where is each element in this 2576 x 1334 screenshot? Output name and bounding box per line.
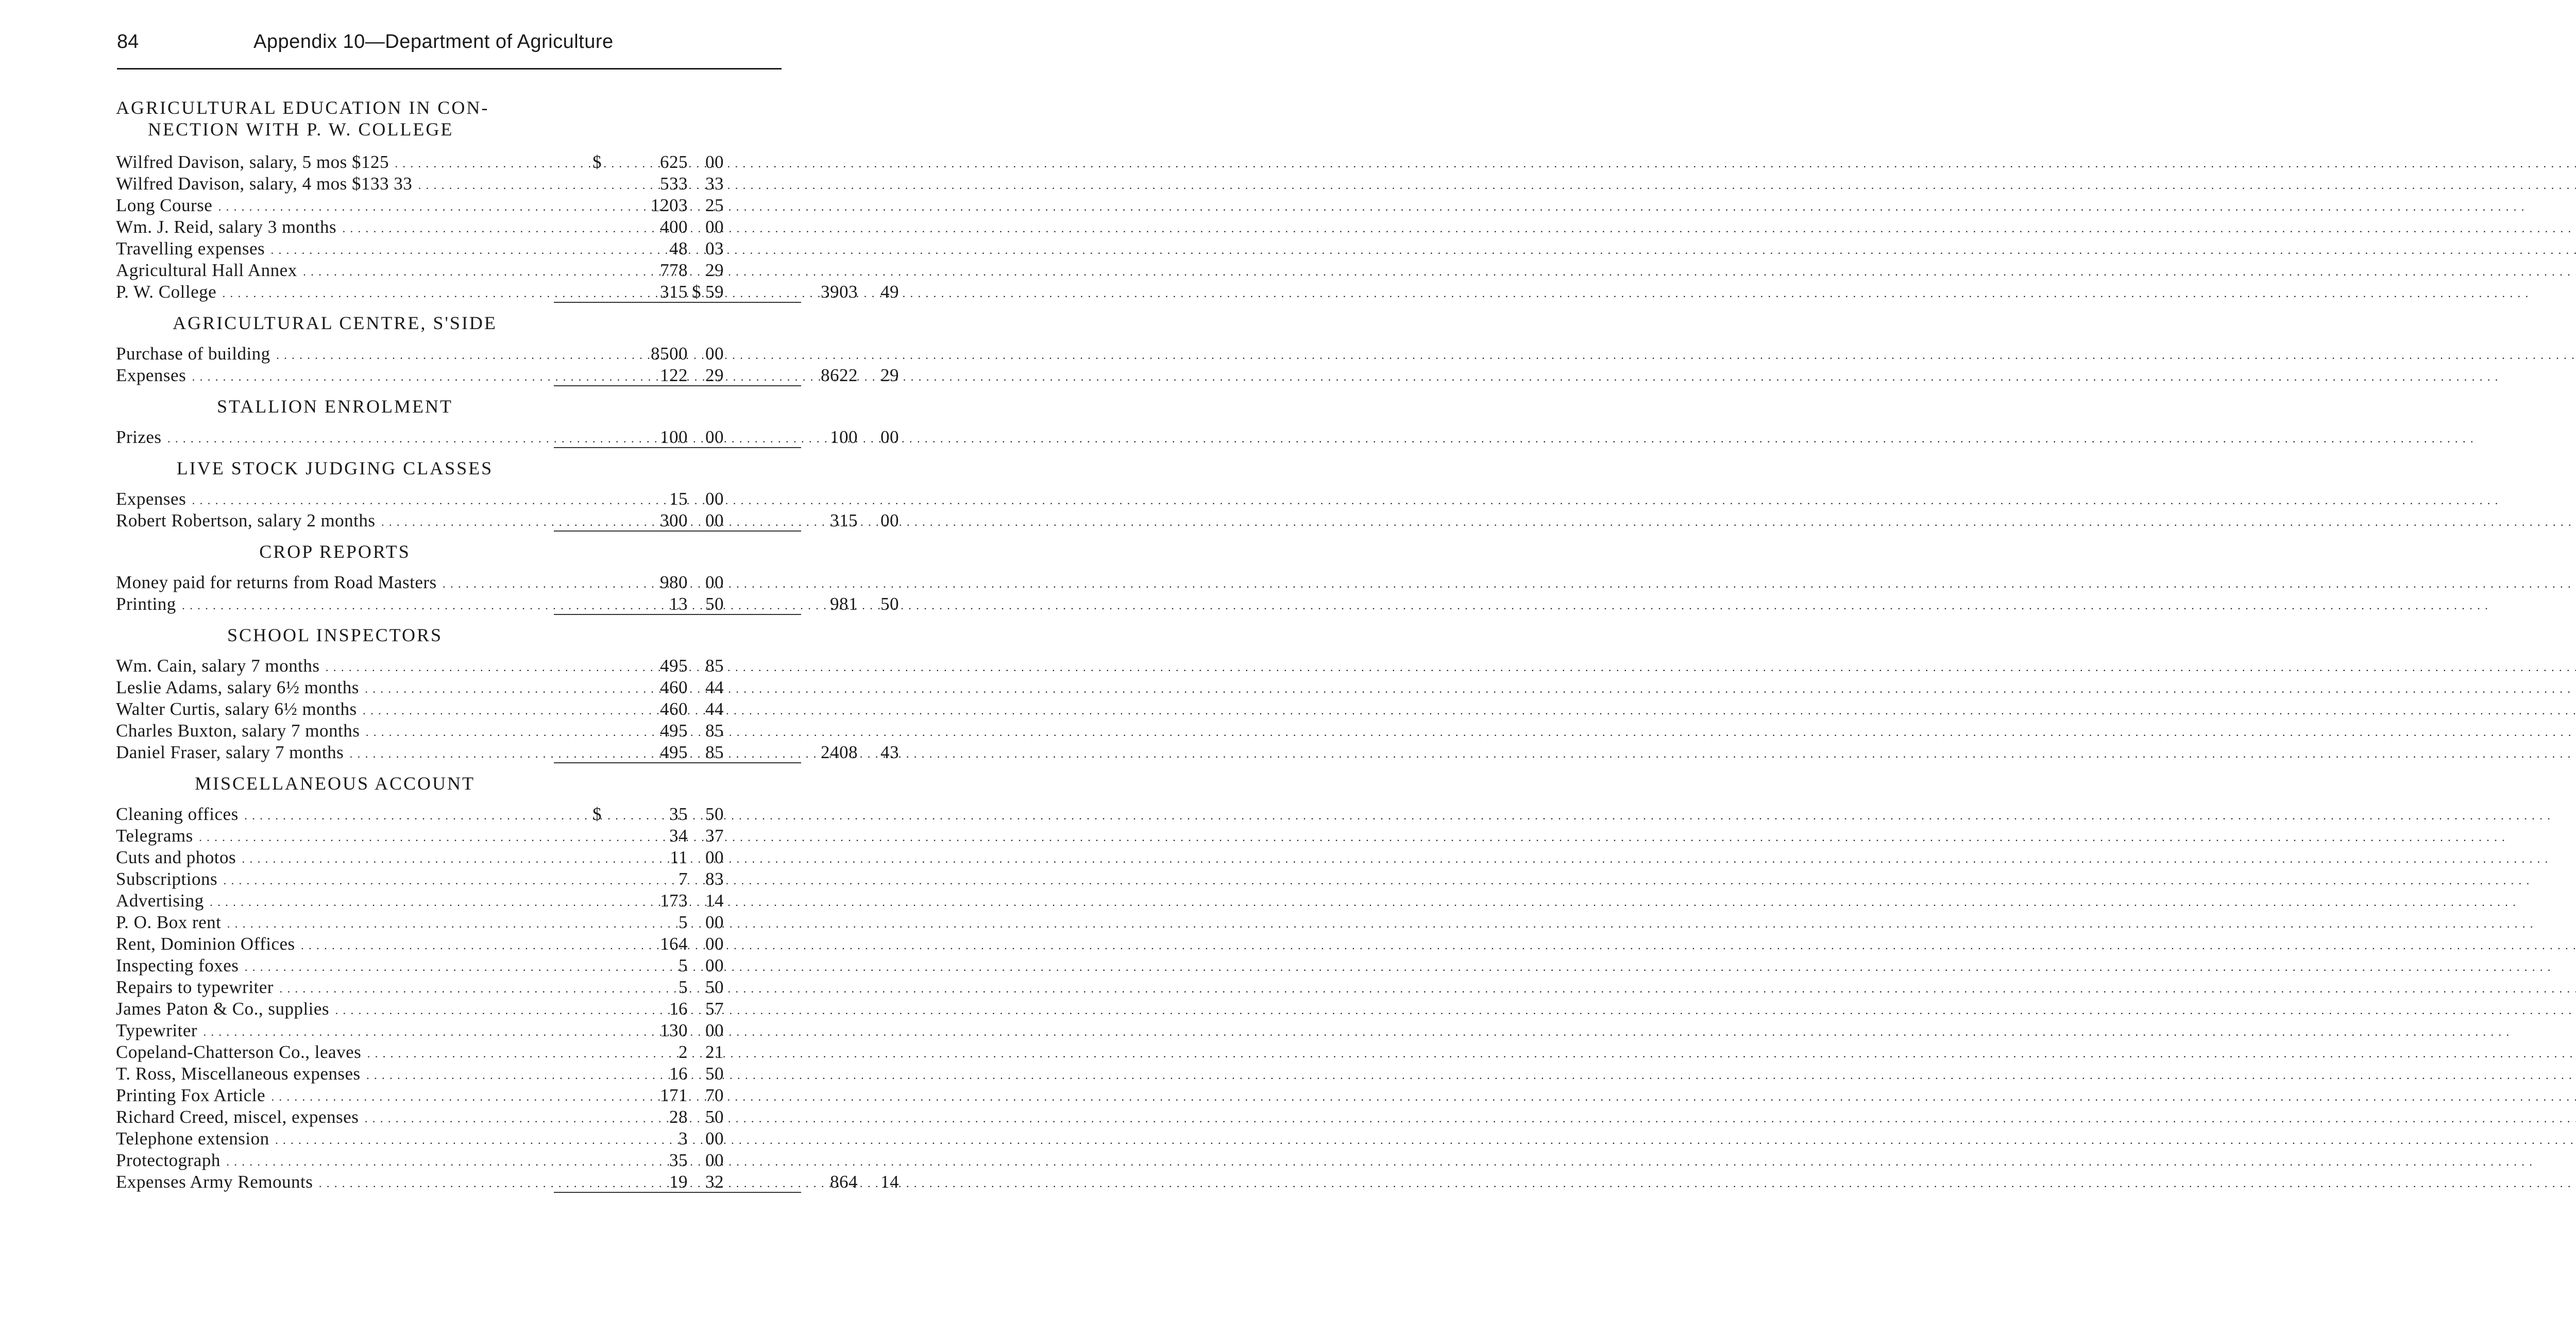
item-cents: 57 [705, 999, 724, 1019]
row-label-text: Wm. J. Reid, salary 3 months [116, 217, 338, 237]
section-school-inspectors [116, 624, 899, 763]
item-cents: 85 [705, 656, 724, 676]
row-label-text: Robert Robertson, salary 2 months [116, 510, 378, 531]
ledger-row-with-total [116, 593, 899, 615]
ledger-row-with-total [116, 742, 899, 763]
page-number: 84 [117, 31, 139, 53]
item-cents: 59 [705, 282, 724, 302]
section-total [714, 510, 899, 532]
item-cents: 00 [705, 1128, 724, 1149]
row-label-text: Telegrams [116, 826, 195, 846]
row-label-text: Telephone extension [116, 1128, 272, 1149]
total-dollars: 3903 [821, 282, 858, 302]
row-label-text: Travelling expenses [116, 238, 267, 259]
total-dollars: 8622 [821, 365, 858, 385]
section-title: CROP REPORTS [259, 541, 411, 562]
ledger-rows [116, 426, 899, 448]
ledger-rows [116, 655, 899, 763]
item-dollars: 460 [660, 677, 688, 697]
page-header [117, 31, 782, 62]
ledger-row [116, 572, 786, 593]
row-label-text: Typewriter [116, 1020, 199, 1040]
item-cents: 83 [705, 869, 724, 889]
item-cents: 29 [705, 260, 724, 280]
item-dollars: 164 [660, 934, 688, 954]
row-label-text: Printing Fox Article [116, 1085, 267, 1105]
item-amount [621, 593, 724, 615]
row-label [116, 1150, 554, 1173]
item-amount [621, 955, 724, 977]
item-cents: 50 [705, 804, 724, 824]
item-dollars: 100 [660, 427, 688, 447]
item-dollars: 19 [669, 1172, 688, 1192]
ledger-row [116, 238, 786, 260]
item-dollars: 495 [660, 721, 688, 741]
item-amount [621, 510, 724, 532]
row-label [116, 1020, 554, 1043]
item-amount [621, 825, 724, 847]
item-dollars: 13 [669, 594, 688, 614]
row-label [116, 365, 554, 388]
ledger-row-with-total [116, 365, 899, 386]
row-label [116, 488, 554, 511]
item-amount [621, 977, 724, 998]
ledger-row [116, 173, 786, 195]
item-cents: 33 [705, 174, 724, 194]
row-label [116, 1041, 554, 1065]
item-dollars: 533 [660, 174, 688, 194]
running-title: Appendix 10—Department of Agriculture [253, 31, 614, 53]
ledger-row [116, 868, 786, 890]
ledger-row [116, 195, 786, 216]
row-label-text: James Paton & Co., supplies [116, 999, 331, 1019]
row-label-text: Copeland-Chatterson Co., leaves [116, 1042, 363, 1062]
ledger-row [116, 216, 786, 238]
section-title: MISCELLANEOUS ACCOUNT [194, 773, 476, 794]
row-label-text: Leslie Adams, salary 6½ months [116, 677, 361, 697]
item-cents: 03 [705, 238, 724, 259]
row-label [116, 720, 554, 743]
item-cents: 25 [705, 195, 724, 215]
item-amount [621, 1085, 724, 1106]
section-crop-reports [116, 541, 899, 615]
row-label [116, 847, 554, 870]
item-amount [621, 655, 724, 677]
total-cents: 00 [880, 510, 899, 531]
section-title: AGRICULTURAL EDUCATION IN CON- [116, 97, 489, 118]
ledger-row [116, 655, 786, 677]
row-label-text: Purchase of building [116, 344, 273, 364]
total-dollars: 315 [830, 510, 858, 531]
item-dollars: 171 [660, 1085, 688, 1105]
row-label-text: Expenses [116, 365, 188, 385]
section-title: LIVE STOCK JUDGING CLASSES [176, 458, 494, 478]
ledger-row [116, 847, 786, 868]
ledger-rows [116, 151, 899, 303]
section-title: AGRICULTURAL CENTRE, S'SIDE [173, 313, 497, 333]
item-dollars: 2 [679, 1042, 688, 1062]
item-dollars: 122 [660, 365, 688, 385]
total-dollars: 100 [830, 427, 858, 447]
row-label-text: Inspecting foxes [116, 955, 241, 976]
section-total [714, 365, 899, 386]
item-dollars: 300 [660, 510, 688, 531]
item-amount [621, 742, 724, 763]
row-label-text: Charles Buxton, salary 7 months [116, 721, 362, 741]
item-cents: 50 [705, 1107, 724, 1127]
total-dollar-sign: $ [692, 282, 701, 302]
item-amount [621, 426, 724, 448]
item-cents: 50 [705, 594, 724, 614]
section-agricultural-education [116, 97, 899, 303]
item-cents: 37 [705, 826, 724, 846]
item-dollars: 5 [679, 977, 688, 997]
item-dollars: 8500 [651, 344, 688, 364]
row-label [116, 593, 554, 617]
item-cents: 21 [705, 1042, 724, 1062]
item-cents: 00 [705, 934, 724, 954]
ledger-row [116, 1020, 786, 1041]
row-label-text: Expenses Army Remounts [116, 1172, 315, 1192]
section-total [714, 281, 899, 303]
total-cents: 14 [880, 1172, 899, 1192]
item-amount [621, 912, 724, 933]
ledger-row [116, 151, 786, 173]
item-dollars: 495 [660, 656, 688, 676]
item-cents: 85 [705, 721, 724, 741]
item-dollars: 16 [669, 999, 688, 1019]
row-label-text: Long Course [116, 195, 214, 215]
ledger-row [116, 1085, 786, 1106]
row-label [116, 1128, 554, 1151]
item-dollars: 28 [669, 1107, 688, 1127]
item-dollars: 48 [669, 238, 688, 259]
item-cents: 50 [705, 977, 724, 997]
total-dollars: 864 [830, 1172, 858, 1192]
item-dollars: 5 [679, 912, 688, 932]
item-amount [621, 1106, 724, 1128]
row-label [116, 803, 554, 827]
item-amount [621, 998, 724, 1020]
item-dollars: 460 [660, 699, 688, 719]
total-dollars: 2408 [821, 742, 858, 762]
section-live-stock-judging [116, 457, 899, 532]
row-label-text: P. W. College [116, 282, 218, 302]
item-amount [621, 868, 724, 890]
ledger-row [116, 260, 786, 281]
ledger-row-with-total [116, 510, 899, 532]
ledger-row-with-total [116, 426, 899, 448]
row-label-text: Prizes [116, 427, 164, 447]
total-cents: 00 [880, 427, 899, 447]
ledger-row [116, 1106, 786, 1128]
row-label [116, 825, 554, 848]
row-label [116, 1063, 554, 1086]
row-label [116, 677, 554, 700]
row-label-text: P. O. Box rent [116, 912, 223, 932]
item-amount [621, 572, 724, 593]
row-label [116, 343, 554, 366]
ledger-row [116, 1063, 786, 1085]
item-cents: 00 [705, 152, 724, 172]
item-cents: 00 [705, 1150, 724, 1170]
section-total [714, 742, 899, 763]
item-amount [621, 260, 724, 281]
item-amount [621, 1041, 724, 1063]
item-amount [621, 151, 724, 173]
dollar-sign: $ [592, 152, 602, 172]
item-amount [621, 216, 724, 238]
item-amount [621, 1128, 724, 1150]
row-label-text: T. Ross, Miscellaneous expenses [116, 1064, 363, 1084]
row-label [116, 281, 554, 304]
row-label [116, 698, 554, 722]
item-amount [621, 1063, 724, 1085]
item-amount [621, 677, 724, 698]
row-label-text: Daniel Fraser, salary 7 months [116, 742, 346, 762]
row-label-text: Cleaning offices [116, 804, 241, 824]
row-label-text: Printing [116, 594, 178, 614]
ledger-row [116, 933, 786, 955]
row-label [116, 868, 554, 892]
item-dollars: 625 [660, 152, 688, 172]
item-cents: 00 [705, 1020, 724, 1040]
row-label [116, 1085, 554, 1108]
total-cents: 50 [880, 594, 899, 614]
ledger-rows [116, 803, 899, 1193]
item-dollars: 980 [660, 572, 688, 592]
item-cents: 32 [705, 1172, 724, 1192]
section-total [714, 426, 899, 448]
ledger-row [116, 677, 786, 698]
row-label-text: Cuts and photos [116, 847, 238, 867]
row-label [116, 1171, 554, 1194]
item-amount [621, 933, 724, 955]
row-label [116, 151, 554, 175]
ledger-row [116, 890, 786, 912]
item-amount [621, 173, 724, 195]
row-label [116, 216, 554, 240]
item-amount [621, 720, 724, 742]
row-label-text: Wilfred Davison, salary, 5 mos $125 [116, 152, 391, 172]
item-cents: 00 [705, 510, 724, 531]
item-dollars: 16 [669, 1064, 688, 1084]
item-cents: 00 [705, 572, 724, 592]
item-amount [621, 1150, 724, 1171]
row-label-text: Walter Curtis, salary 6½ months [116, 699, 359, 719]
item-cents: 44 [705, 677, 724, 697]
item-cents: 85 [705, 742, 724, 762]
row-label [116, 238, 554, 261]
row-label-text: Expenses [116, 489, 188, 509]
item-dollars: 5 [679, 955, 688, 976]
item-cents: 29 [705, 365, 724, 385]
item-amount [621, 281, 724, 303]
row-label-text: Advertising [116, 891, 206, 911]
section-miscellaneous-account [116, 773, 899, 1193]
item-cents: 14 [705, 891, 724, 911]
item-cents: 00 [705, 912, 724, 932]
item-cents: 44 [705, 699, 724, 719]
ledger-row [116, 955, 786, 977]
section-total [714, 593, 899, 615]
row-label-text: Richard Creed, miscel, expenses [116, 1107, 361, 1127]
section-stallion-enrolment [116, 396, 899, 448]
item-dollars: 315 [660, 282, 688, 302]
ledger-row [116, 698, 786, 720]
row-label-text: Money paid for returns from Road Masters [116, 572, 439, 592]
item-amount [621, 365, 724, 386]
item-amount [621, 1171, 724, 1193]
item-cents: 00 [705, 217, 724, 237]
ledger-row [116, 912, 786, 933]
row-label-text: Protectograph [116, 1150, 223, 1170]
row-label [116, 933, 554, 956]
ledger-row [116, 998, 786, 1020]
item-dollars: 778 [660, 260, 688, 280]
ledger-rows [116, 488, 899, 532]
item-cents: 00 [705, 427, 724, 447]
row-label [116, 742, 554, 765]
item-dollars: 3 [679, 1128, 688, 1149]
item-dollars: 34 [669, 826, 688, 846]
ledger-row [116, 803, 786, 825]
row-label [116, 173, 554, 196]
ledger-row [116, 343, 786, 365]
row-label [116, 510, 554, 533]
header-rule [117, 68, 782, 70]
row-label [116, 955, 554, 978]
item-cents: 70 [705, 1085, 724, 1105]
item-amount [621, 803, 724, 825]
ledger-rows [116, 343, 899, 386]
row-label [116, 890, 554, 913]
row-label [116, 260, 554, 283]
dollar-sign: $ [592, 804, 602, 824]
item-cents: 50 [705, 1064, 724, 1084]
row-label [116, 1106, 554, 1130]
item-amount [621, 488, 724, 510]
item-dollars: 130 [660, 1020, 688, 1040]
item-dollars: 173 [660, 891, 688, 911]
item-amount [621, 195, 724, 216]
row-label [116, 655, 554, 678]
total-cents: 29 [880, 365, 899, 385]
row-label [116, 912, 554, 935]
section-total [714, 1171, 899, 1193]
item-cents: 00 [705, 955, 724, 976]
item-cents: 00 [705, 344, 724, 364]
section-agricultural-centre [116, 312, 899, 386]
item-amount [621, 1020, 724, 1041]
total-cents: 43 [880, 742, 899, 762]
section-title: SCHOOL INSPECTORS [227, 625, 443, 645]
ledger-row-with-total [116, 1171, 899, 1193]
ledger-row [116, 825, 786, 847]
row-label-text: Subscriptions [116, 869, 219, 889]
item-amount [621, 890, 724, 912]
row-label [116, 572, 554, 595]
section-title: STALLION ENROLMENT [216, 396, 453, 417]
item-cents: 00 [705, 489, 724, 509]
row-label-text: Wm. Cain, salary 7 months [116, 656, 322, 676]
row-label [116, 998, 554, 1021]
row-label [116, 426, 554, 450]
ledger-row [116, 720, 786, 742]
row-label-text: Rent, Dominion Offices [116, 934, 297, 954]
row-label-text: Repairs to typewriter [116, 977, 276, 997]
ledger-row [116, 1041, 786, 1063]
item-dollars: 35 [669, 1150, 688, 1170]
row-label-text: Agricultural Hall Annex [116, 260, 299, 280]
ledger [116, 97, 899, 1193]
total-dollars: 981 [830, 594, 858, 614]
section-title-continued: NECTION WITH P. W. COLLEGE [148, 119, 454, 140]
ledger-row [116, 1150, 786, 1171]
ledger-row-with-total [116, 281, 899, 303]
item-dollars: 1203 [651, 195, 688, 215]
item-dollars: 11 [670, 847, 688, 867]
item-dollars: 7 [679, 869, 688, 889]
item-dollars: 15 [669, 489, 688, 509]
row-label [116, 977, 554, 1000]
item-amount [621, 698, 724, 720]
ledger-row [116, 488, 786, 510]
ledger-row [116, 977, 786, 998]
item-dollars: 400 [660, 217, 688, 237]
item-amount [621, 238, 724, 260]
item-amount [621, 343, 724, 365]
ledger-row [116, 1128, 786, 1150]
ledger-rows [116, 572, 899, 615]
row-label-text: Wilfred Davison, salary, 4 mos $133 33 [116, 174, 414, 194]
item-cents: 00 [705, 847, 724, 867]
item-dollars: 35 [669, 804, 688, 824]
item-amount [621, 847, 724, 868]
item-dollars: 495 [660, 742, 688, 762]
total-cents: 49 [880, 282, 899, 302]
row-label [116, 195, 554, 218]
